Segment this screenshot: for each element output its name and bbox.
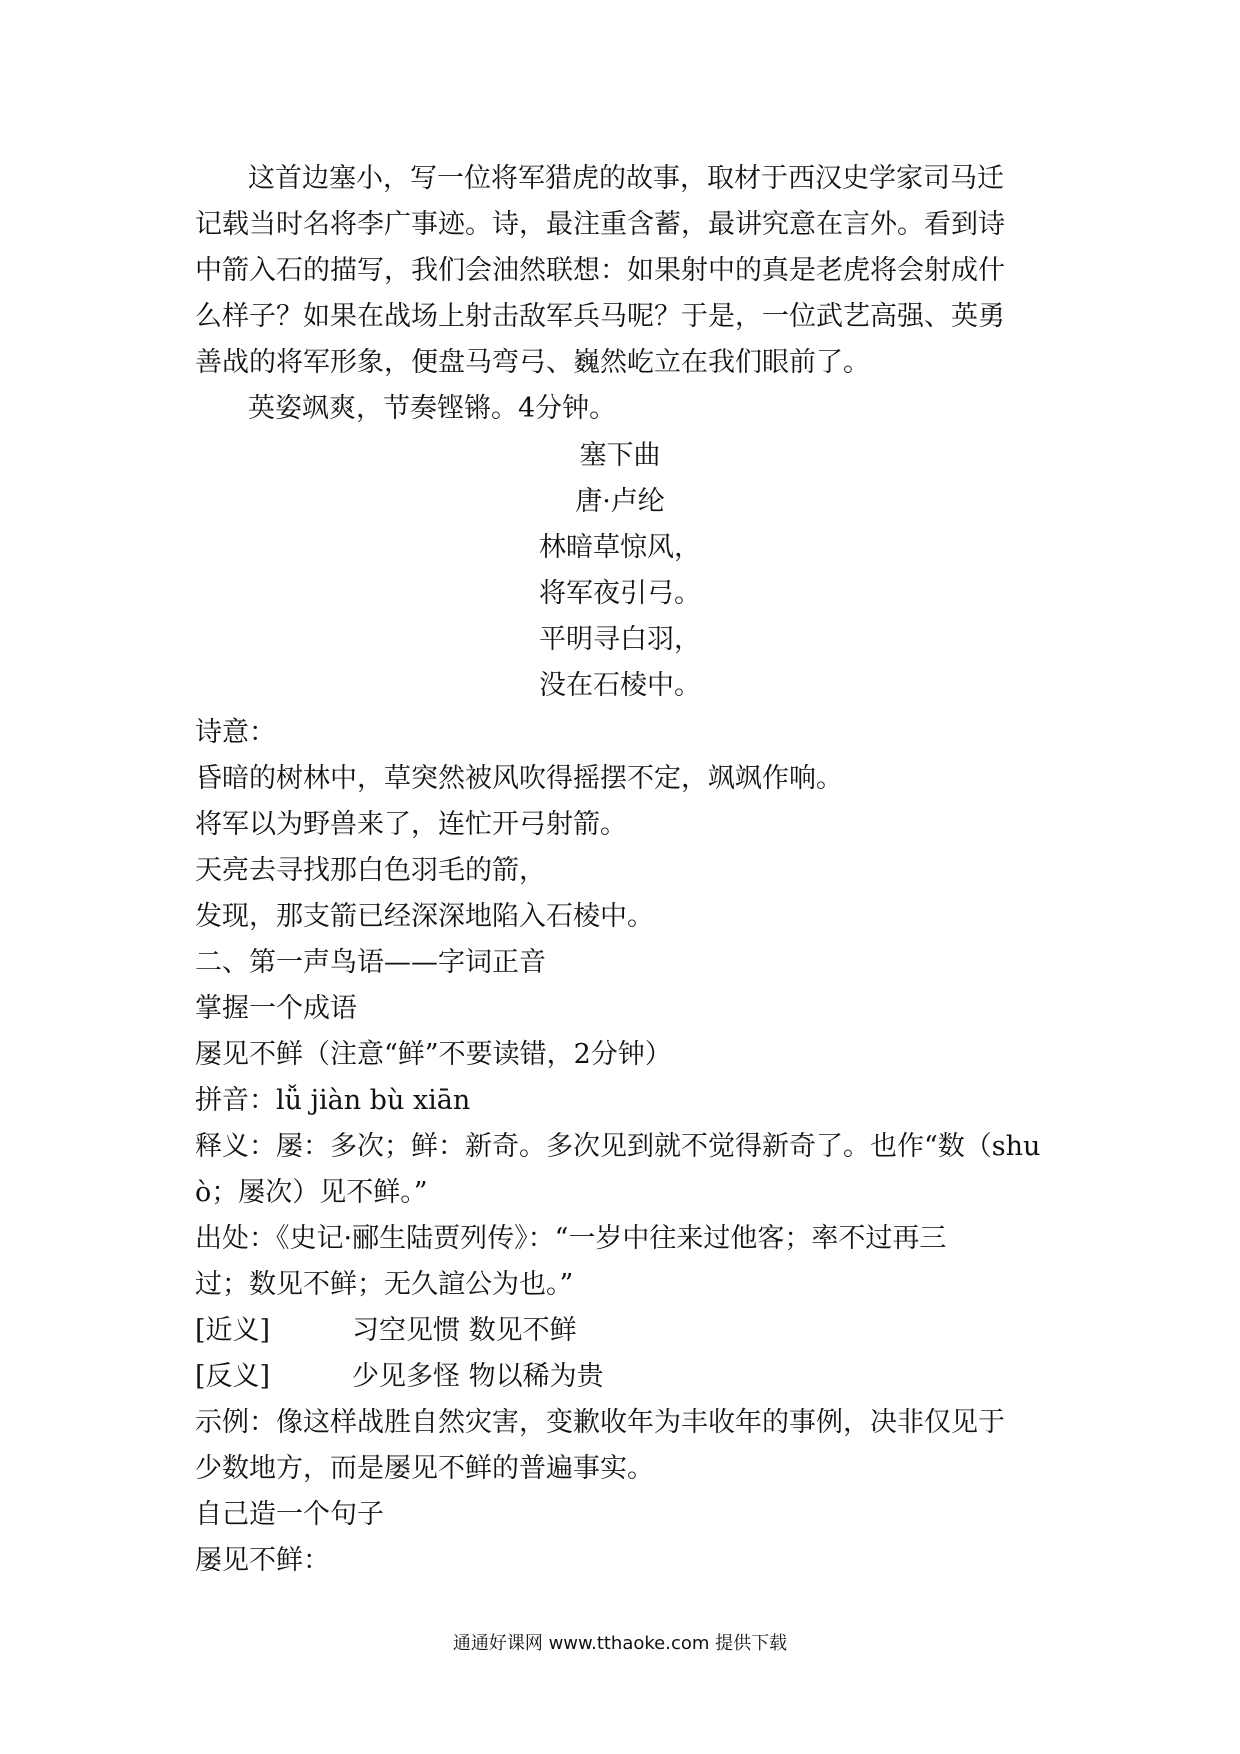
intro-line: 善战的将军形象，便盘马弯弓、巍然屹立在我们眼前了。	[195, 347, 870, 378]
intro-line: 中箭入石的描写，我们会油然联想：如果射中的真是老虎将会射成什	[195, 255, 1005, 286]
pinyin-line: 拼音：lǚ jiàn bù xiān	[195, 1085, 471, 1116]
synonym-words: 习空见惯 数见不鲜	[352, 1315, 577, 1346]
poem-title: 塞下曲	[579, 440, 661, 471]
source-line: 过；数见不鲜；无久諠公为也。”	[195, 1269, 574, 1300]
synonym-label: [近义]	[195, 1315, 271, 1346]
meaning-line: 将军以为野兽来了，连忙开弓射箭。	[195, 809, 627, 840]
idiom-line: 屡见不鲜（注意“鲜”不要读错，2分钟）	[195, 1039, 672, 1070]
meaning-line: 昏暗的树林中，草突然被风吹得摇摆不定，飒飒作响。	[195, 763, 843, 794]
poem-line: 林暗草惊风，	[539, 532, 701, 563]
intro-line: 这首边塞小，写一位将军猎虎的故事，取材于西汉史学家司马迁	[248, 163, 1004, 194]
poem-line: 没在石棱中。	[539, 670, 701, 701]
meaning-heading: 诗意：	[195, 717, 276, 748]
section-heading: 二、第一声鸟语——字词正音	[195, 947, 546, 978]
meaning-line: 天亮去寻找那白色羽毛的箭，	[195, 855, 546, 886]
meaning-line: 发现，那支箭已经深深地陷入石棱中。	[195, 901, 654, 932]
antonym-words: 少见多怪 物以稀为贵	[352, 1361, 604, 1392]
section-subheading: 掌握一个成语	[195, 993, 357, 1024]
task-prompt: 屡见不鲜：	[195, 1545, 330, 1576]
poem-line: 将军夜引弓。	[539, 578, 701, 609]
source-line: 出处：《史记·郦生陆贾列传》：“一岁中往来过他客；率不过再三	[195, 1223, 947, 1254]
example-line: 少数地方，而是屡见不鲜的普遍事实。	[195, 1453, 654, 1484]
definition-line: ò；屡次）见不鲜。”	[195, 1177, 428, 1208]
example-line: 示例：像这样战胜自然灾害，变歉收年为丰收年的事例，决非仅见于	[195, 1407, 1005, 1438]
antonym-label: [反义]	[195, 1361, 271, 1392]
poem-author: 唐·卢纶	[575, 486, 665, 517]
reading-note: 英姿飒爽，节奏铿锵。4分钟。	[248, 393, 617, 424]
download-footer: 通通好课网 www.tthaoke.com 提供下载	[452, 1633, 788, 1654]
definition-line: 释义：屡：多次；鲜：新奇。多次见到就不觉得新奇了。也作“数（shu	[195, 1131, 1041, 1162]
intro-line: 么样子？如果在战场上射击敌军兵马呢？于是，一位武艺高强、英勇	[195, 301, 1005, 332]
intro-line: 记载当时名将李广事迹。诗，最注重含蓄，最讲究意在言外。看到诗	[195, 209, 1005, 240]
poem-line: 平明寻白羽，	[539, 624, 701, 655]
task-line: 自己造一个句子	[195, 1499, 384, 1530]
